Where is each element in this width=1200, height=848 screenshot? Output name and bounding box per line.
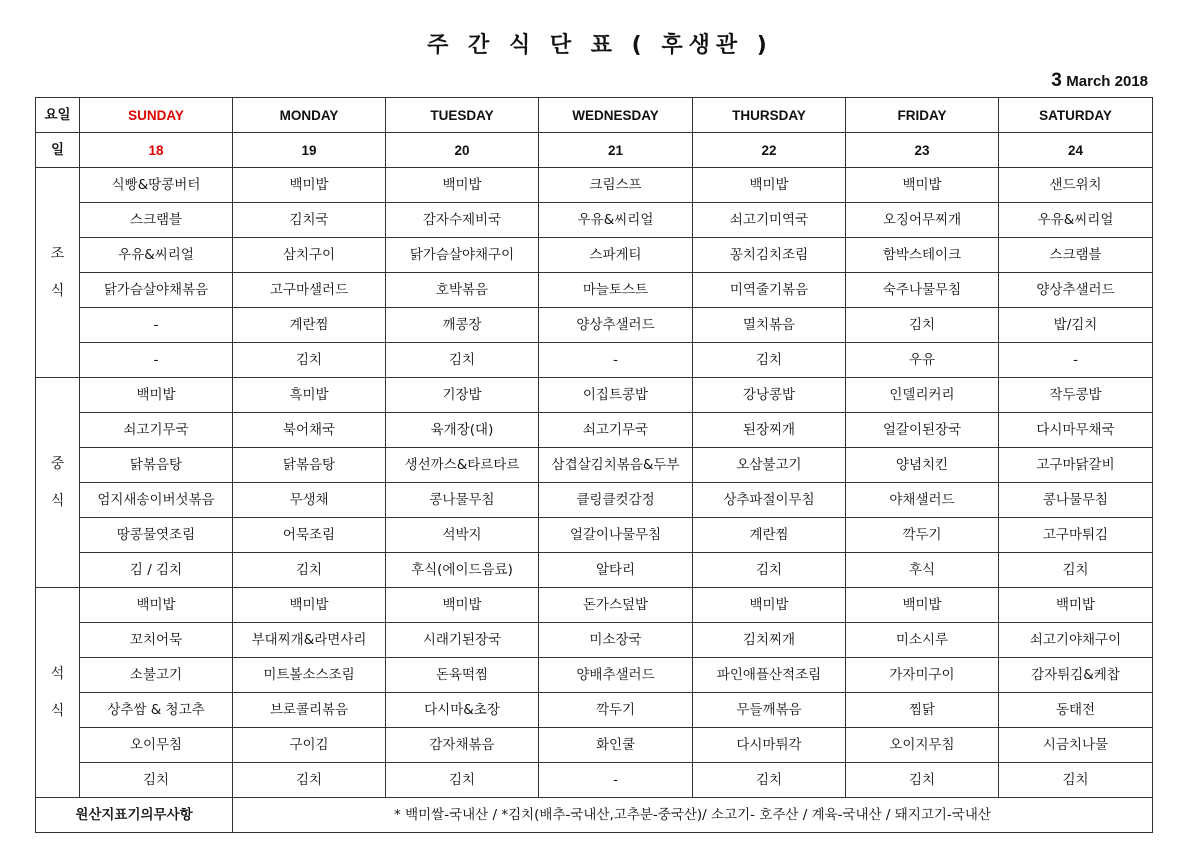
menu-item: 무생채	[233, 483, 386, 518]
dinner-label	[36, 588, 80, 798]
menu-item: 멸치볶음	[693, 308, 846, 343]
menu-item: 크림스프	[539, 168, 693, 203]
menu-item: 백미밥	[80, 588, 233, 623]
breakfast-label	[36, 168, 80, 378]
weekday-header-row	[36, 98, 1153, 133]
menu-item: 감자튀김&케찹	[999, 658, 1153, 693]
menu-item: 숙주나물무침	[846, 273, 999, 308]
menu-item: 김치	[386, 343, 539, 378]
menu-item: 가자미구이	[846, 658, 999, 693]
menu-item: 백미밥	[233, 588, 386, 623]
menu-item: 미소시루	[846, 623, 999, 658]
lunch-row	[36, 378, 1153, 413]
dinner-label-top: 석	[50, 665, 65, 682]
menu-item: 우유&씨리얼	[80, 238, 233, 273]
menu-item: 양배추샐러드	[539, 658, 693, 693]
lunch-row	[36, 448, 1153, 483]
menu-item: 다시마&초장	[386, 693, 539, 728]
menu-item: 우유&씨리얼	[999, 203, 1153, 238]
menu-item: 깍두기	[846, 518, 999, 553]
menu-item: 김치	[846, 308, 999, 343]
menu-item: 감자수제비국	[386, 203, 539, 238]
menu-item: 마늘토스트	[539, 273, 693, 308]
menu-item: 김치	[693, 343, 846, 378]
dinner-row	[36, 623, 1153, 658]
dinner-row	[36, 588, 1153, 623]
date-label: 일	[36, 133, 80, 168]
menu-item: 김치	[233, 343, 386, 378]
breakfast-row	[36, 238, 1153, 273]
weekday-saturday: SATURDAY	[999, 98, 1153, 133]
menu-item: 우유&씨리얼	[539, 203, 693, 238]
weekday-monday: MONDAY	[233, 98, 386, 133]
breakfast-label-top: 조	[50, 245, 65, 262]
weekday-tuesday: TUESDAY	[386, 98, 539, 133]
menu-item: 고구마닭갈비	[999, 448, 1153, 483]
menu-item: -	[80, 308, 233, 343]
menu-item: 후식(에이드음료)	[386, 553, 539, 588]
date-thursday: 22	[693, 133, 846, 168]
menu-item: 작두콩밥	[999, 378, 1153, 413]
menu-item: 백미밥	[693, 168, 846, 203]
menu-item: 닭볶음탕	[233, 448, 386, 483]
menu-item: 오삼불고기	[693, 448, 846, 483]
menu-item: 다시마튀각	[693, 728, 846, 763]
menu-item: 김치	[233, 763, 386, 798]
menu-item: 땅콩물엿조림	[80, 518, 233, 553]
date-month-year: March 2018	[1066, 73, 1148, 90]
weekday-sunday: SUNDAY	[80, 98, 233, 133]
menu-item: 쇠고기미역국	[693, 203, 846, 238]
menu-item: 상추쌈 & 청고추	[80, 693, 233, 728]
lunch-label	[36, 378, 80, 588]
menu-item: 샌드위치	[999, 168, 1153, 203]
page-title: 주 간 식 단 표 ( 후생관 )	[427, 33, 773, 58]
menu-item: 엄지새송이버섯볶음	[80, 483, 233, 518]
menu-item: 미트볼소스조림	[233, 658, 386, 693]
breakfast-label-bottom: 식	[50, 282, 65, 299]
menu-item: 흑미밥	[233, 378, 386, 413]
menu-item: 찜닭	[846, 693, 999, 728]
menu-item: 김치	[386, 763, 539, 798]
menu-item: 깍두기	[539, 693, 693, 728]
menu-item: 오징어무찌개	[846, 203, 999, 238]
origin-notice-label: 원산지표기의무사항	[36, 798, 233, 833]
menu-item: 백미밥	[233, 168, 386, 203]
menu-item: 어묵조림	[233, 518, 386, 553]
lunch-label-bottom: 식	[50, 492, 65, 509]
menu-item: -	[539, 763, 693, 798]
menu-item: 김치	[999, 763, 1153, 798]
breakfast-row	[36, 308, 1153, 343]
menu-item: 화인쿨	[539, 728, 693, 763]
menu-item: 김치	[693, 763, 846, 798]
menu-item: 고구마샐러드	[233, 273, 386, 308]
menu-item: 강낭콩밥	[693, 378, 846, 413]
breakfast-row	[36, 273, 1153, 308]
menu-item: 김치	[846, 763, 999, 798]
menu-item: 계란찜	[693, 518, 846, 553]
date-day: 3	[1051, 70, 1062, 91]
menu-item: 생선까스&타르타르	[386, 448, 539, 483]
dinner-label-bottom: 식	[50, 702, 65, 719]
weekly-menu-table	[35, 97, 1153, 833]
menu-item: 소불고기	[80, 658, 233, 693]
menu-item: 파인애플산적조림	[693, 658, 846, 693]
menu-item: 스크램블	[999, 238, 1153, 273]
weekday-friday: FRIDAY	[846, 98, 999, 133]
menu-item: 미역줄기볶음	[693, 273, 846, 308]
menu-item: 꼬치어묵	[80, 623, 233, 658]
menu-item: 얼갈이된장국	[846, 413, 999, 448]
menu-item: 쇠고기무국	[80, 413, 233, 448]
menu-item: 기장밥	[386, 378, 539, 413]
menu-item: 야채샐러드	[846, 483, 999, 518]
menu-item: 이집트콩밥	[539, 378, 693, 413]
dinner-row	[36, 658, 1153, 693]
menu-item: 스크램블	[80, 203, 233, 238]
lunch-row	[36, 483, 1153, 518]
menu-item: 백미밥	[80, 378, 233, 413]
menu-item: 브로콜리볶음	[233, 693, 386, 728]
menu-item: 삼겹살김치볶음&두부	[539, 448, 693, 483]
menu-date	[1051, 70, 1148, 92]
menu-item: 계란찜	[233, 308, 386, 343]
menu-item: 인델리커리	[846, 378, 999, 413]
menu-item: -	[999, 343, 1153, 378]
menu-item: 삼치구이	[233, 238, 386, 273]
menu-item: 김 / 김치	[80, 553, 233, 588]
weekday-label: 요일	[36, 98, 80, 133]
menu-item: 후식	[846, 553, 999, 588]
menu-item: 시래기된장국	[386, 623, 539, 658]
menu-item: 알타리	[539, 553, 693, 588]
menu-item: 시금치나물	[999, 728, 1153, 763]
menu-item: 오이지무침	[846, 728, 999, 763]
menu-item: 석박지	[386, 518, 539, 553]
menu-item: 백미밥	[846, 588, 999, 623]
menu-item: 쇠고기야채구이	[999, 623, 1153, 658]
weekday-thursday: THURSDAY	[693, 98, 846, 133]
lunch-row	[36, 518, 1153, 553]
menu-item: 김치찌개	[693, 623, 846, 658]
breakfast-row	[36, 343, 1153, 378]
menu-item: 콩나물무침	[999, 483, 1153, 518]
date-sunday: 18	[80, 133, 233, 168]
menu-item: 양념치킨	[846, 448, 999, 483]
menu-item: 양상추샐러드	[999, 273, 1153, 308]
menu-item: 닭볶음탕	[80, 448, 233, 483]
menu-item: 함박스테이크	[846, 238, 999, 273]
menu-item: 돈육떡찜	[386, 658, 539, 693]
menu-item: 백미밥	[386, 168, 539, 203]
menu-item: 상추파절이무침	[693, 483, 846, 518]
origin-notice-row	[36, 798, 1153, 833]
menu-item: 백미밥	[846, 168, 999, 203]
menu-item: 감자채볶음	[386, 728, 539, 763]
menu-item: 깨콩장	[386, 308, 539, 343]
breakfast-row	[36, 203, 1153, 238]
menu-item: 닭가슴살야채구이	[386, 238, 539, 273]
lunch-label-top: 중	[50, 455, 65, 472]
menu-item: 쇠고기무국	[539, 413, 693, 448]
menu-item: 고구마튀김	[999, 518, 1153, 553]
menu-item: 닭가슴살야채볶음	[80, 273, 233, 308]
menu-item: 호박볶음	[386, 273, 539, 308]
menu-item: 우유	[846, 343, 999, 378]
menu-item: 김치	[999, 553, 1153, 588]
menu-item: 스파게티	[539, 238, 693, 273]
origin-notice-text: * 백미쌀-국내산 / *김치(배추-국내산,고추분-중국산)/ 소고기- 호주산 / 계육-국내산 / 돼지고기-국내산	[233, 798, 1153, 833]
weekday-wednesday: WEDNESDAY	[539, 98, 693, 133]
menu-item: 김치	[693, 553, 846, 588]
menu-item: 백미밥	[386, 588, 539, 623]
menu-item: 동태전	[999, 693, 1153, 728]
menu-item: 백미밥	[999, 588, 1153, 623]
menu-item: 미소장국	[539, 623, 693, 658]
date-tuesday: 20	[386, 133, 539, 168]
menu-item: 부대찌개&라면사리	[233, 623, 386, 658]
menu-item: 오이무침	[80, 728, 233, 763]
menu-item: 얼갈이나물무침	[539, 518, 693, 553]
dinner-row	[36, 728, 1153, 763]
menu-item: 김치	[233, 553, 386, 588]
menu-item: 양상추샐러드	[539, 308, 693, 343]
menu-item: 밥/김치	[999, 308, 1153, 343]
menu-item: 식빵&땅콩버터	[80, 168, 233, 203]
menu-item: 육개장(대)	[386, 413, 539, 448]
lunch-row	[36, 553, 1153, 588]
lunch-row	[36, 413, 1153, 448]
date-saturday: 24	[999, 133, 1153, 168]
date-header-row	[36, 133, 1153, 168]
breakfast-row	[36, 168, 1153, 203]
menu-item: 콩나물무침	[386, 483, 539, 518]
menu-item: 무들깨볶음	[693, 693, 846, 728]
date-wednesday: 21	[539, 133, 693, 168]
menu-item: 백미밥	[693, 588, 846, 623]
menu-item: 돈가스덮밥	[539, 588, 693, 623]
menu-item: 꽁치김치조림	[693, 238, 846, 273]
date-friday: 23	[846, 133, 999, 168]
dinner-row	[36, 763, 1153, 798]
menu-item: 김치	[80, 763, 233, 798]
menu-item: -	[539, 343, 693, 378]
date-monday: 19	[233, 133, 386, 168]
dinner-row	[36, 693, 1153, 728]
menu-item: 클링클컷감정	[539, 483, 693, 518]
menu-item: 된장찌개	[693, 413, 846, 448]
menu-item: 구이김	[233, 728, 386, 763]
menu-item: 다시마무채국	[999, 413, 1153, 448]
menu-item: 김치국	[233, 203, 386, 238]
menu-item: 북어채국	[233, 413, 386, 448]
menu-item: -	[80, 343, 233, 378]
